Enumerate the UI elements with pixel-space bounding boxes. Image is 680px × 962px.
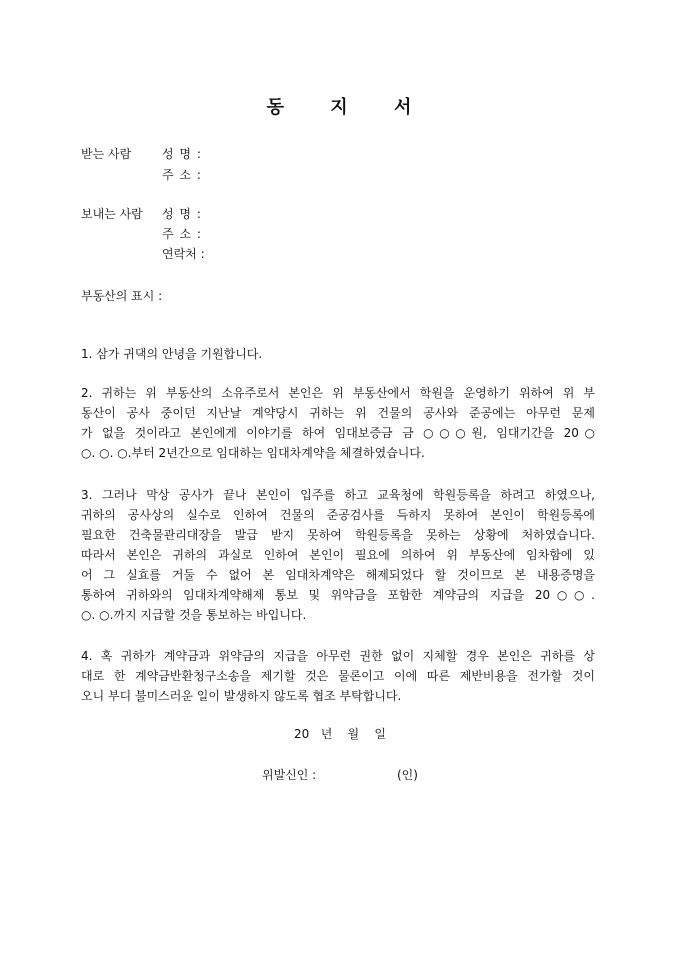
sender-name-label: 성 명 : xyxy=(162,207,202,221)
recipient-heading: 받는 사람 xyxy=(81,147,132,161)
paragraph-line: 통하여 귀하와의 임대차계약해제 통보 및 위약금을 포함한 계약금의 지급을 20○○. xyxy=(81,588,595,602)
paragraph-2 xyxy=(81,383,595,463)
paragraph-line: 대로 한 계약금반환청구소송을 제기할 것은 물론이고 이에 따른 제반비용을 전가할 것이 xyxy=(81,669,595,683)
document-title xyxy=(0,93,680,119)
paragraph-1 xyxy=(81,344,595,364)
date-line: 20 년 월 일 xyxy=(293,727,386,741)
title-char-1: 동 xyxy=(266,97,287,118)
title-char-3: 서 xyxy=(393,97,414,118)
signature-label: 위발신인 : xyxy=(262,768,317,782)
property-label: 부동산의 표시 : xyxy=(81,289,163,303)
recipient-name-label: 성 명 : xyxy=(162,147,202,161)
paragraph-line: ○. ○.까지 지급할 것을 통보하는 바입니다. xyxy=(81,608,307,622)
paragraph-line: 가 없을 것이라고 본인에게 이야기를 하여 임대보증금 금 ○○○원, 임대기간을 20○ xyxy=(81,426,595,440)
paragraph-line: 2. 귀하는 위 부동산의 소유주로서 본인은 위 부동산에서 학원을 운영하기 위하여 위 부 xyxy=(81,386,595,400)
paragraph-4 xyxy=(81,646,595,706)
paragraph-line: 어 그 실효를 거둘 수 없어 본 임대차계약은 해제되었다 할 것이므로 본 내용증명을 xyxy=(81,568,595,582)
paragraph-line: 3. 그러나 막상 공사가 끝나 본인이 입주를 하고 교육청에 학원등록을 하려고 하였으나, xyxy=(81,488,595,502)
paragraph-line: 4. 혹 귀하가 계약금과 위약금의 지급을 아무런 권한 없이 지체할 경우 본인은 귀하를 상 xyxy=(81,649,595,663)
sender-address-label: 주 소 : xyxy=(162,227,202,241)
recipient-address-label: 주 소 : xyxy=(162,168,202,182)
paragraph-line: 1. 삼가 귀댁의 안녕을 기원합니다. xyxy=(81,347,263,361)
paragraph-line: ○. ○. ○.부터 2년간으로 임대하는 임대차계약을 체결하였습니다. xyxy=(81,446,425,460)
sender-heading: 보내는 사람 xyxy=(81,207,143,221)
signature-seal: (인) xyxy=(397,768,418,782)
title-char-2: 지 xyxy=(330,97,350,118)
paragraph-line: 따라서 본인은 귀하의 과실로 인하여 본인이 필요에 의하여 위 부동산에 임차함에 있 xyxy=(81,548,595,562)
paragraph-line: 오니 부디 불미스러운 일이 발생하지 않도록 협조 부탁합니다. xyxy=(81,689,402,703)
paragraph-line: 필요한 건축물관리대장을 발급 받지 못하여 학원등록을 못하는 상황에 처하였습니다. xyxy=(81,528,595,542)
paragraph-line: 귀하의 공사상의 실수로 인하여 건물의 준공검사를 득하지 못하여 본인이 학원등록에 xyxy=(81,508,595,522)
sender-contact-label: 연락처 : xyxy=(162,247,205,261)
paragraph-line: 동산이 공사 중이던 지난날 계약당시 귀하는 위 건물의 공사와 준공에는 아무런 문제 xyxy=(81,406,595,420)
paragraph-3 xyxy=(81,485,595,625)
